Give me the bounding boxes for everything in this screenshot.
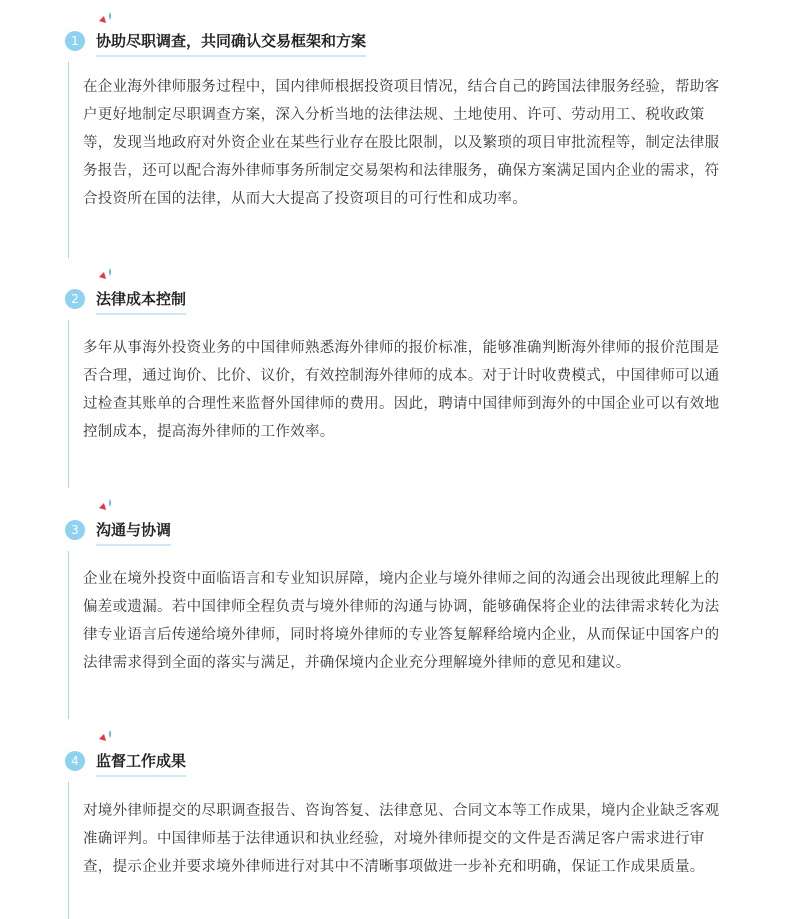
decoration-icon xyxy=(96,728,120,748)
section-body: 在企业海外律师服务过程中，国内律师根据投资项目情况，结合自己的跨国法律服务经验，帮助客户更好地制定尽职调查方案，深入分析当地的法律法规、土地使用、许可、劳动用工、税收政策等，发现当地政府对外资企业在某些行业存在股比限制，以及繁琐的项目审批流程等，制定法律服务报告，还可以配合海外律师事务所制定交易架构和法律服务，确保方案满足国内企业的需求，符合投资所在国的法律，从而大大提高了投资项目的可行性和成功率。 xyxy=(83,79,720,207)
decoration-icon xyxy=(96,497,120,517)
decoration-icon xyxy=(96,266,120,286)
section-divider-bar xyxy=(68,320,69,488)
decoration-icon xyxy=(96,10,120,30)
section-body: 多年从事海外投资业务的中国律师熟悉海外律师的报价标准，能够准确判断海外律师的报价范围是否合理，通过询价、比价、议价，有效控制海外律师的成本。对于计时收费模式，中国律师可以通过检查其账单的合理性来监督外国律师的费用。因此，聘请中国律师到海外的中国企业可以有效地控制成本，提高海外律师的工作效率。 xyxy=(83,340,720,440)
section-body: 企业在境外投资中面临语言和专业知识屏障，境内企业与境外律师之间的沟通会出现彼此理解上的偏差或遗漏。若中国律师全程负责与境外律师的沟通与协调，能够确保将企业的法律需求转化为法律专业语言后传递给境外律师，同时将境外律师的专业答复解释给境内企业，从而保证中国客户的法律需求得到全面的落实与满足，并确保境内企业充分理解境外律师的意见和建议。 xyxy=(83,571,720,671)
section-divider-bar xyxy=(68,782,69,919)
section-title: 监督工作成果 xyxy=(96,750,186,777)
section-number-badge: 1 xyxy=(65,31,85,51)
section-divider-bar xyxy=(68,62,69,258)
section-number-badge: 2 xyxy=(65,289,85,309)
section-title: 法律成本控制 xyxy=(96,288,186,315)
section-title: 沟通与协调 xyxy=(96,519,171,546)
section-divider-bar xyxy=(68,551,69,719)
section-title: 协助尽职调查，共同确认交易框架和方案 xyxy=(96,30,366,57)
section-number-badge: 3 xyxy=(65,520,85,540)
section-body: 对境外律师提交的尽职调查报告、咨询答复、法律意见、合同文本等工作成果，境内企业缺乏客观准确评判。中国律师基于法律通识和执业经验，对境外律师提交的文件是否满足客户需求进行审查，提示企业并要求境外律师进行对其中不清晰事项做进一步补充和明确，保证工作成果质量。 xyxy=(83,803,720,875)
section-number-badge: 4 xyxy=(65,751,85,771)
